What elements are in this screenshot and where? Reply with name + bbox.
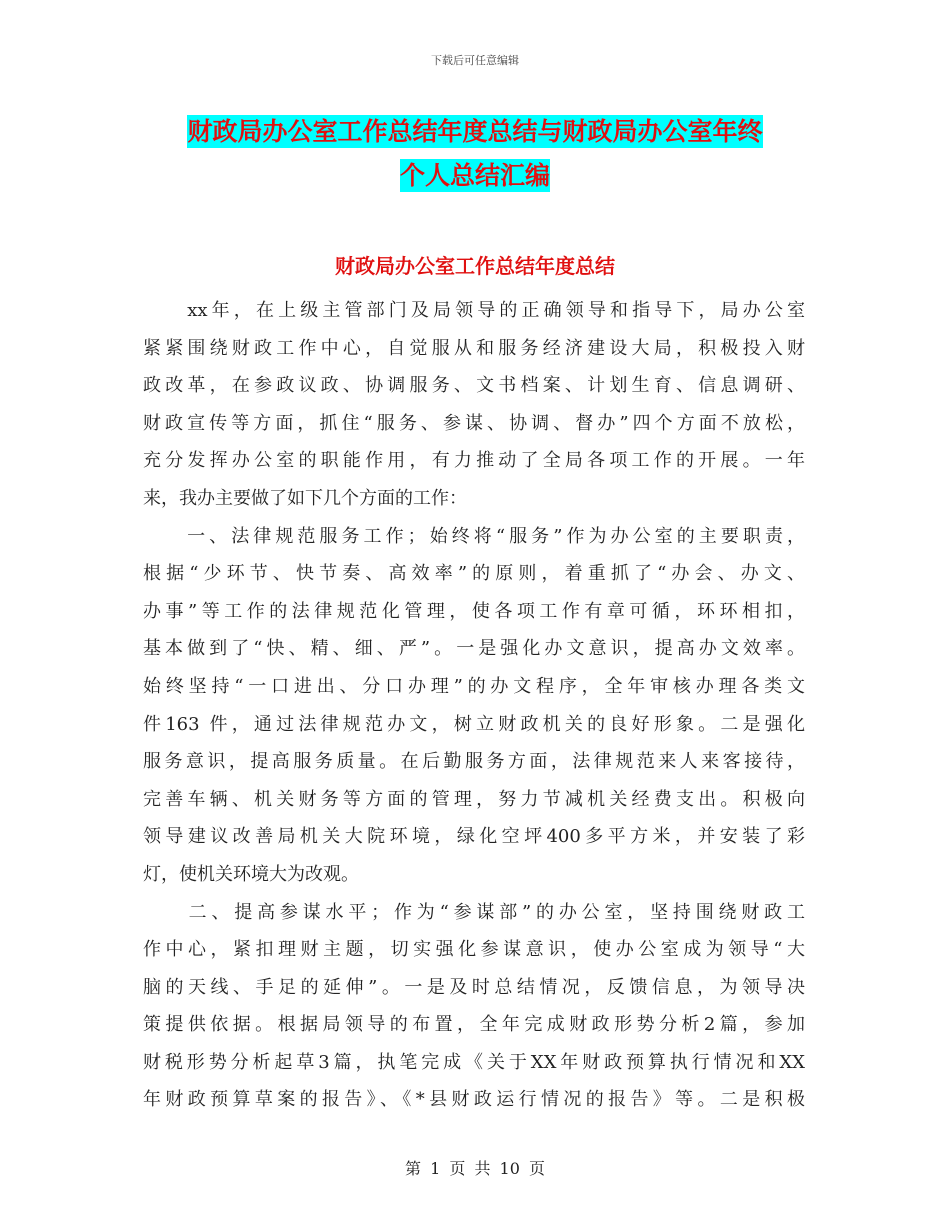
title-line-1: 财政局办公室工作总结年度总结与财政局办公室年终 — [187, 117, 763, 146]
body-line: 领导建议改善局机关大院环境，绿化空坪400多平方米，并安装了彩 — [143, 826, 805, 848]
body-line: 根据“少环节、快节奏、高效率”的原则，着重抓了“办会、办文、 — [143, 563, 805, 585]
body-line: 件163 件，通过法律规范办文，树立财政机关的良好形象。二是强化 — [143, 713, 805, 735]
body-line: xx年，在上级主管部门及局领导的正确领导和指导下，局办公室 — [143, 300, 805, 321]
body-line: 来，我办主要做了如下几个方面的工作： — [143, 487, 467, 509]
body-line: 充分发挥办公室的职能作用，有力推动了全局各项工作的开展。一年 — [143, 450, 805, 472]
body-text — [143, 292, 805, 1119]
title-line-2: 个人总结汇编 — [399, 161, 550, 190]
body-line: 财税形势分析起草3篇，执笔完成《关于XX年财政预算执行情况和XX — [143, 1051, 805, 1073]
body-line: 灯，使机关环境大为改观。 — [143, 863, 359, 885]
body-line: 政改革，在参政议政、协调服务、文书档案、计划生育、信息调研、 — [143, 375, 805, 397]
body-line: 一、法律规范服务工作；始终将“服务”作为办公室的主要职责， — [143, 525, 805, 547]
body-line: 紧紧围绕财政工作中心，自觉服从和服务经济建设大局，积极投入财 — [143, 337, 805, 359]
page-footer: 第 1 页 共 10 页 — [405, 1159, 545, 1178]
body-line: 完善车辆、机关财务等方面的管理，努力节减机关经费支出。积极向 — [143, 788, 805, 810]
body-line: 办事”等工作的法律规范化管理，使各项工作有章可循，环环相扣， — [143, 600, 805, 622]
document-title — [145, 110, 805, 198]
body-line: 作中心，紧扣理财主题，切实强化参谋意识，使办公室成为领导“大 — [143, 939, 805, 961]
section-title: 财政局办公室工作总结年度总结 — [335, 254, 615, 278]
header-note: 下载后可任意编辑 — [431, 54, 519, 67]
body-line: 脑的天线、手足的延伸”。一是及时总结情况，反馈信息，为领导决 — [143, 976, 805, 998]
body-line: 财政宣传等方面，抓住“服务、参谋、协调、督办”四个方面不放松， — [143, 412, 805, 434]
body-line: 二、提高参谋水平；作为“参谋部”的办公室，坚持围绕财政工 — [143, 901, 805, 923]
body-line: 服务意识，提高服务质量。在后勤服务方面，法律规范来人来客接待， — [143, 751, 805, 773]
body-line: 始终坚持“一口进出、分口办理”的办文程序，全年审核办理各类文 — [143, 675, 805, 697]
body-line: 策提供依据。根据局领导的布置，全年完成财政形势分析2篇，参加 — [143, 1014, 805, 1036]
body-line: 基本做到了“快、精、细、严”。一是强化办文意识，提高办文效率。 — [143, 638, 805, 660]
body-line: 年财政预算草案的报告》、《*县财政运行情况的报告》等。二是积极 — [143, 1089, 805, 1111]
